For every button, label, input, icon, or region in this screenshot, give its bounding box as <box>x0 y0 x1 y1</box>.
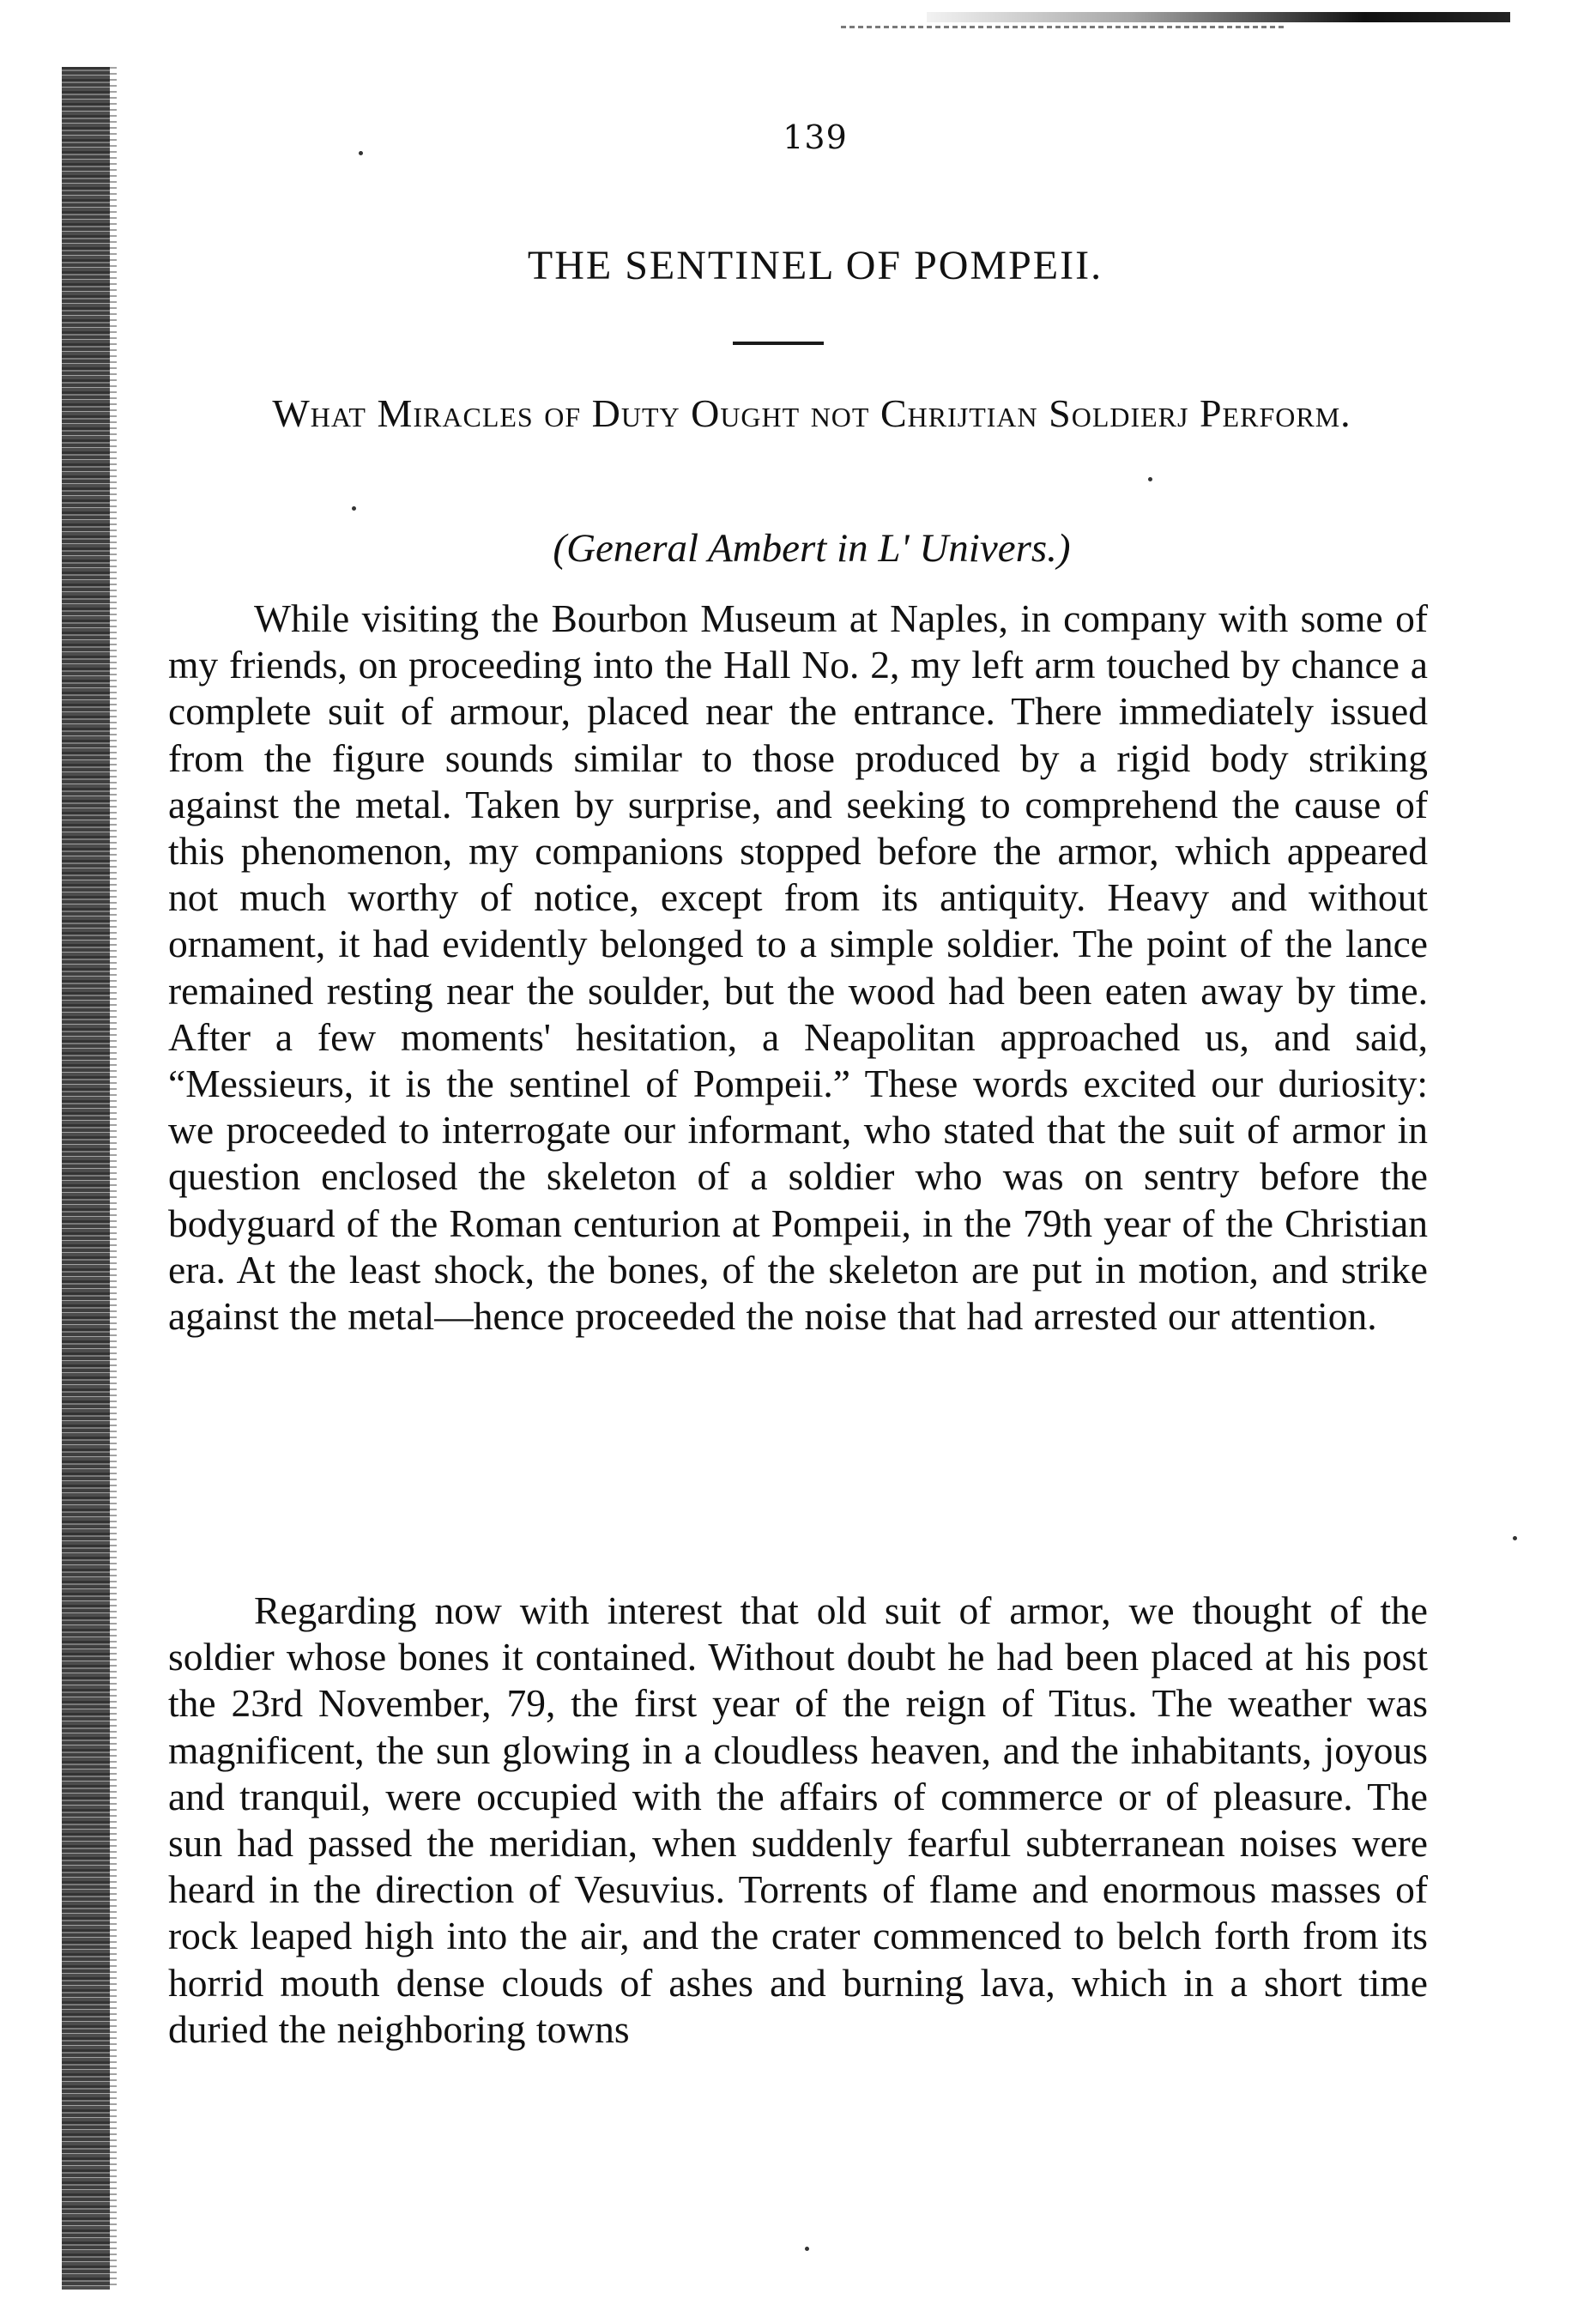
attribution: (General Ambert in L' Univers.) <box>553 526 1071 571</box>
speck <box>1513 1536 1517 1540</box>
speck <box>352 506 356 511</box>
page-title: THE SENTINEL OF POMPEII. <box>527 243 1103 288</box>
page-number: 139 <box>783 118 848 156</box>
body-paragraph: While visiting the Bourbon Museum at Naples, in company with some of my friends, on proceeding into the Hall No. 2, my left arm touched by chance a complete suit of armour, placed near the entrance. There immediately issued from the figure sounds similar to those produced by a rigid body striking against the metal. Taken by surprise, and seeking to comprehend the cause of this phenomenon, my companions stopped before the armor, which appeared not much worthy of notice, except from its antiquity. Heavy and without ornament, it had evidently belonged to a simple soldier. The point of the lance remained resting near the soulder, but the wood had been eaten away by time. After a few moments' hesitation, a Neapolitan approached us, and said, “Messieurs, it is the sentinel of Pompeii.” These words excited our duriosity: we proceeded to interrogate our informant, who stated that the suit of armor in question enclosed the skeleton of a soldier who was on sentry before the bodyguard of the Roman centurion at Pompeii, in the 79th year of the Christian era. At the least shock, the bones, of the skeleton are put in motion, and strike against the metal—hence proceeded the noise that had arrested our attention. <box>168 596 1428 1339</box>
top-rule-dashes <box>841 26 1287 28</box>
top-rule <box>927 12 1510 22</box>
binding-strip <box>62 67 110 2290</box>
speck <box>805 2247 809 2251</box>
body-paragraph: Regarding now with interest that old suit of armor, we thought of the soldier whose bones it contained. Without doubt he had been placed at his post the 23rd November, 79, the first year of the reign of Titus. The weather was magnificent, the sun glowing in a cloudless heaven, and the inhabitants, joyous and tranquil, were occupied with the affairs of commerce or of pleasure. The sun had passed the meridian, when suddenly fearful subterranean noises were heard in the direction of Vesuvius. Torrents of flame and enormous masses of rock leaped high into the air, and the crater commenced to belch forth from its horrid mouth dense clouds of ashes and burning lava, which in a short time duried the neighboring towns <box>168 1588 1428 2051</box>
speck <box>1148 477 1152 481</box>
subtitle: What Miracles of Duty Ought not Chrijtian Soldierj Perform. <box>272 391 1351 435</box>
title-divider <box>733 342 824 345</box>
